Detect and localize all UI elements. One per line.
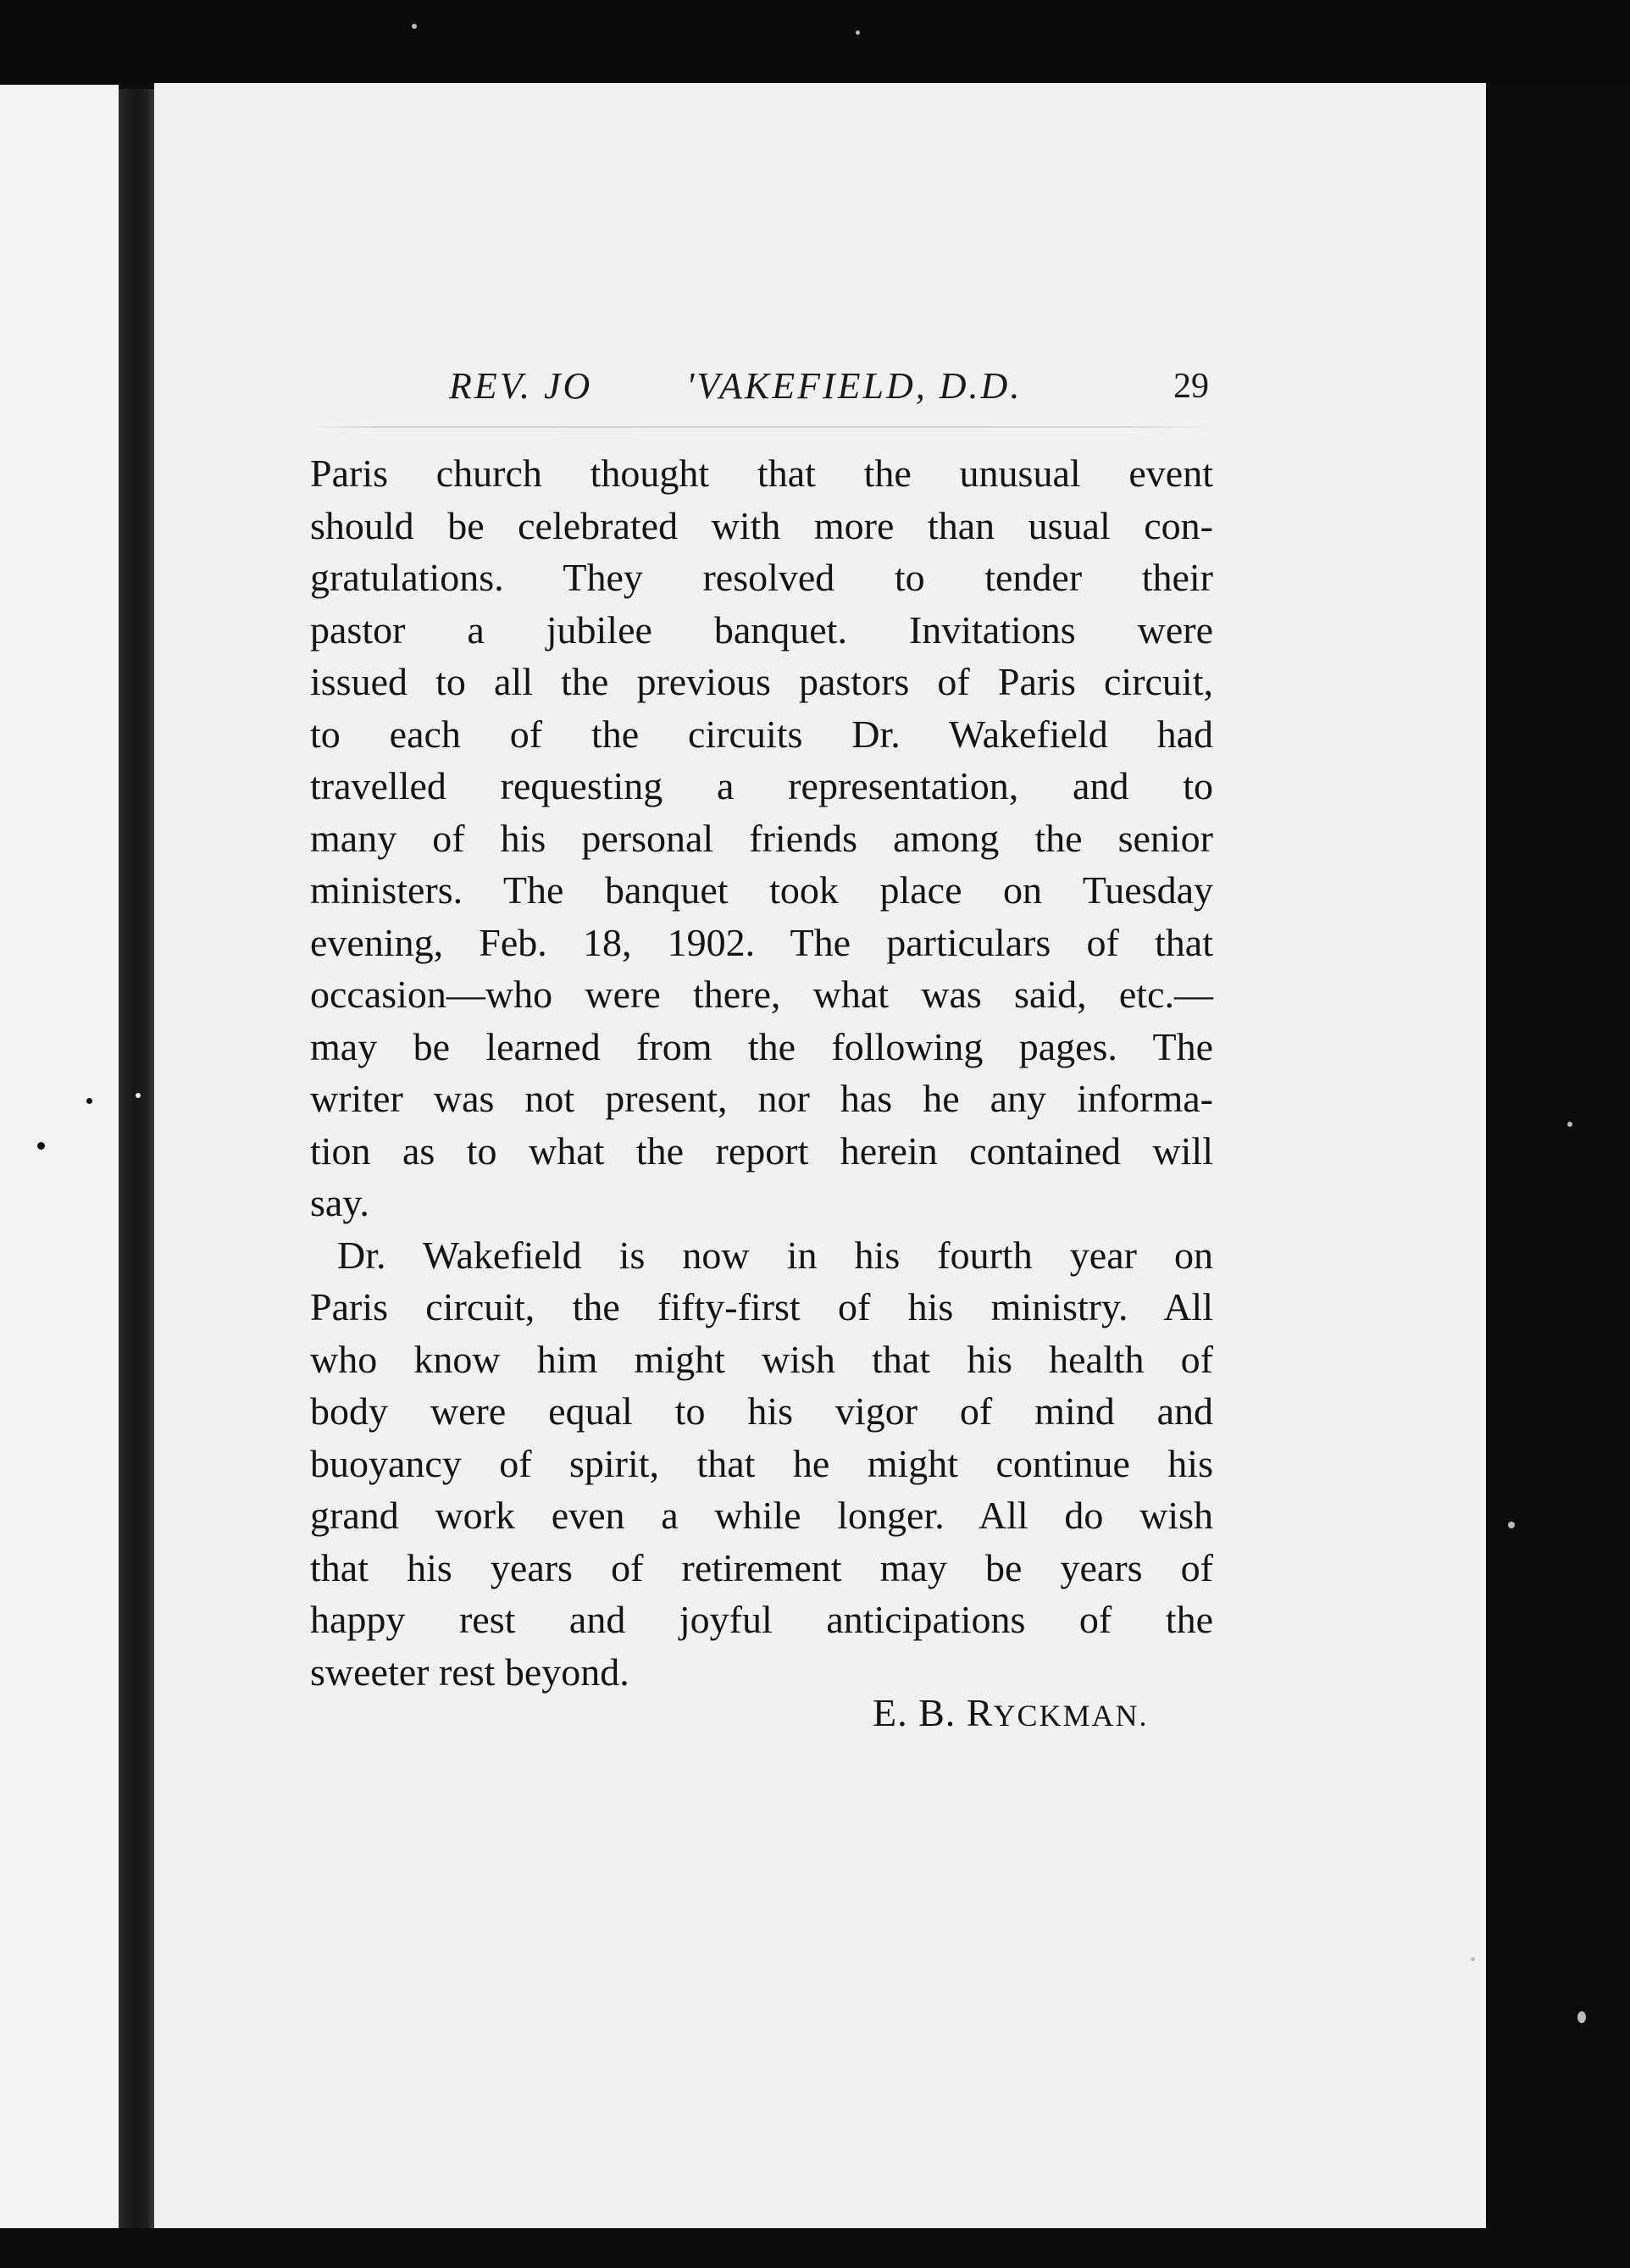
book-spine-gutter	[119, 89, 154, 2228]
dust-speck	[37, 1142, 45, 1150]
author-signature	[873, 1690, 1148, 1735]
signature-initials: E. B. R	[873, 1691, 994, 1734]
text-line: many of his personal friends among the senior	[310, 816, 1213, 860]
text-line: who know him might wish that his health of	[310, 1337, 1213, 1381]
dust-speck	[1577, 2011, 1586, 2023]
dust-speck	[412, 24, 417, 29]
text-line: body were equal to his vigor of mind and	[310, 1389, 1213, 1433]
facing-page-edge	[0, 85, 119, 2228]
text-line: gratulations. They resolved to tender their	[310, 556, 1213, 599]
running-head-right: 'VAKEFIELD, D.D.	[686, 365, 1023, 407]
text-line: should be celebrated with more than usual con-	[310, 503, 1213, 547]
text-line: Dr. Wakefield is now in his fourth year on	[337, 1233, 1213, 1277]
dust-speck	[1567, 1122, 1572, 1127]
dust-speck	[136, 1093, 141, 1098]
text-line: sweeter rest beyond.	[310, 1650, 629, 1694]
text-line: buoyancy of spirit, that he might continue his	[310, 1441, 1213, 1485]
header-rule	[313, 426, 1211, 428]
text-line: tion as to what the report herein contained will	[310, 1128, 1213, 1173]
body-text	[310, 447, 1213, 1698]
text-line: that his years of retirement may be years of	[310, 1545, 1213, 1589]
text-line: Paris church thought that the unusual event	[310, 452, 1213, 495]
text-line: travelled requesting a representation, and to	[310, 764, 1213, 807]
scan-right-border	[1486, 85, 1630, 2268]
text-line: grand work even a while longer. All do wish	[310, 1494, 1213, 1537]
text-line: Paris circuit, the fifty-first of his ministry. All	[310, 1285, 1213, 1328]
text-line: happy rest and joyful anticipations of the	[310, 1598, 1213, 1641]
text-line: issued to all the previous pastors of Paris circuit,	[310, 660, 1213, 703]
dust-speck	[1471, 1957, 1475, 1961]
text-line: occasion—who were there, what was said, etc.—	[310, 973, 1213, 1016]
scan-bottom-border	[0, 2228, 1630, 2268]
text-line: say.	[310, 1181, 369, 1224]
text-line: evening, Feb. 18, 1902. The particulars of that	[310, 920, 1213, 964]
scan-top-border	[0, 0, 1630, 85]
dust-speck	[856, 30, 860, 35]
text-line: ministers. The banquet took place on Tuesday	[310, 868, 1213, 912]
text-line: writer was not present, nor has he any informa-	[310, 1077, 1213, 1120]
dust-speck	[1508, 1522, 1515, 1528]
signature-surname: YCKMAN.	[993, 1699, 1149, 1733]
page-number: 29	[1173, 367, 1209, 406]
text-line: pastor a jubilee banquet. Invitations were	[310, 607, 1213, 652]
dust-speck	[86, 1098, 92, 1104]
text-line: to each of the circuits Dr. Wakefield had	[310, 712, 1213, 756]
running-head-left: REV. JO	[449, 365, 593, 407]
running-head	[449, 364, 1237, 415]
text-line: may be learned from the following pages. The	[310, 1024, 1213, 1068]
